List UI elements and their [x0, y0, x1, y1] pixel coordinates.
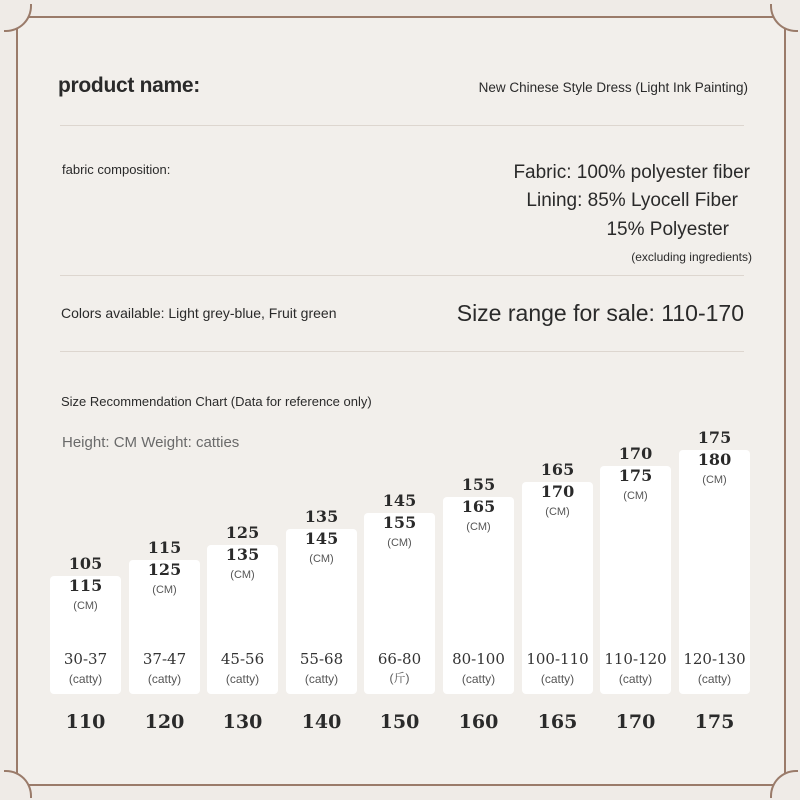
height-to: 145 — [304, 529, 339, 548]
height-unit: (CM) — [309, 553, 334, 565]
height-to: 115 — [68, 576, 103, 595]
weight-unit: (catty) — [540, 672, 575, 686]
units-label: Height: CM Weight: catties — [62, 434, 240, 451]
weight-unit: (catty) — [618, 672, 653, 686]
fabric-line: Fabric: 100% polyester fiber — [513, 162, 750, 183]
height-to: 170 — [540, 482, 575, 501]
weight-unit: (catty) — [697, 672, 732, 686]
weight-range: 120-130 — [683, 650, 746, 668]
height-unit: (CM) — [545, 506, 570, 518]
size-column — [50, 554, 121, 694]
size-label: 130 — [222, 711, 263, 733]
size-label: 160 — [458, 711, 499, 733]
size-column — [600, 444, 671, 694]
height-from: 155 — [461, 475, 496, 494]
height-from: 165 — [540, 460, 575, 479]
height-unit: (CM) — [73, 600, 98, 612]
fabric-composition-label: fabric composition: — [62, 162, 171, 177]
divider — [60, 351, 744, 352]
lining-line: Lining: 85% Lyocell Fiber — [526, 190, 738, 211]
product-name-label: product name: — [58, 74, 200, 97]
size-label: 175 — [694, 711, 735, 733]
weight-unit: (catty) — [147, 672, 182, 686]
size-column — [522, 460, 593, 694]
frame-corner — [770, 770, 798, 798]
height-unit: (CM) — [466, 521, 491, 533]
weight-unit: (catty) — [68, 672, 103, 686]
frame-corner — [4, 4, 32, 32]
size-column — [443, 475, 514, 694]
divider — [60, 275, 744, 276]
size-column — [286, 507, 357, 694]
height-unit: (CM) — [387, 537, 412, 549]
weight-unit: (斤) — [389, 671, 410, 685]
height-unit: (CM) — [623, 490, 648, 502]
polyester-line: 15% Polyester — [606, 219, 729, 240]
height-to: 180 — [697, 450, 732, 469]
weight-range: 110-120 — [604, 650, 667, 668]
height-unit: (CM) — [152, 584, 177, 596]
height-from: 105 — [68, 554, 103, 573]
weight-range: 55-68 — [299, 650, 344, 668]
size-column — [129, 538, 200, 694]
weight-unit: (catty) — [304, 672, 339, 686]
size-label: 140 — [301, 711, 342, 733]
height-from: 170 — [618, 444, 653, 463]
frame-corner — [770, 4, 798, 32]
height-to: 125 — [147, 560, 182, 579]
size-label: 110 — [65, 711, 106, 733]
height-to: 175 — [618, 466, 653, 485]
height-from: 145 — [382, 491, 417, 510]
size-column — [207, 523, 278, 694]
size-label: 120 — [144, 711, 185, 733]
height-to: 155 — [382, 513, 417, 532]
weight-range: 30-37 — [63, 650, 108, 668]
weight-range: 80-100 — [452, 650, 505, 668]
height-from: 115 — [147, 538, 182, 557]
height-to: 165 — [461, 497, 496, 516]
weight-range: 66-80 — [377, 650, 422, 668]
chart-title: Size Recommendation Chart (Data for reference only) — [61, 394, 372, 409]
size-label: 165 — [537, 711, 578, 733]
height-from: 175 — [697, 428, 732, 447]
weight-unit: (catty) — [225, 672, 260, 686]
height-from: 125 — [225, 523, 260, 542]
height-unit: (CM) — [230, 569, 255, 581]
size-label: 150 — [379, 711, 420, 733]
height-to: 135 — [225, 545, 260, 564]
size-range: Size range for sale: 110-170 — [456, 300, 744, 326]
weight-range: 37-47 — [142, 650, 187, 668]
height-unit: (CM) — [702, 474, 727, 486]
size-column — [679, 428, 750, 694]
colors-available: Colors available: Light grey-blue, Fruit green — [61, 305, 337, 321]
product-name-value: New Chinese Style Dress (Light Ink Painting) — [478, 80, 748, 95]
divider — [60, 125, 744, 126]
size-column — [364, 491, 435, 694]
frame-corner — [4, 770, 32, 798]
weight-range: 100-110 — [526, 650, 589, 668]
weight-unit: (catty) — [461, 672, 496, 686]
size-label: 170 — [615, 711, 656, 733]
weight-range: 45-56 — [220, 650, 265, 668]
fabric-note: (excluding ingredients) — [631, 250, 752, 264]
height-from: 135 — [304, 507, 339, 526]
